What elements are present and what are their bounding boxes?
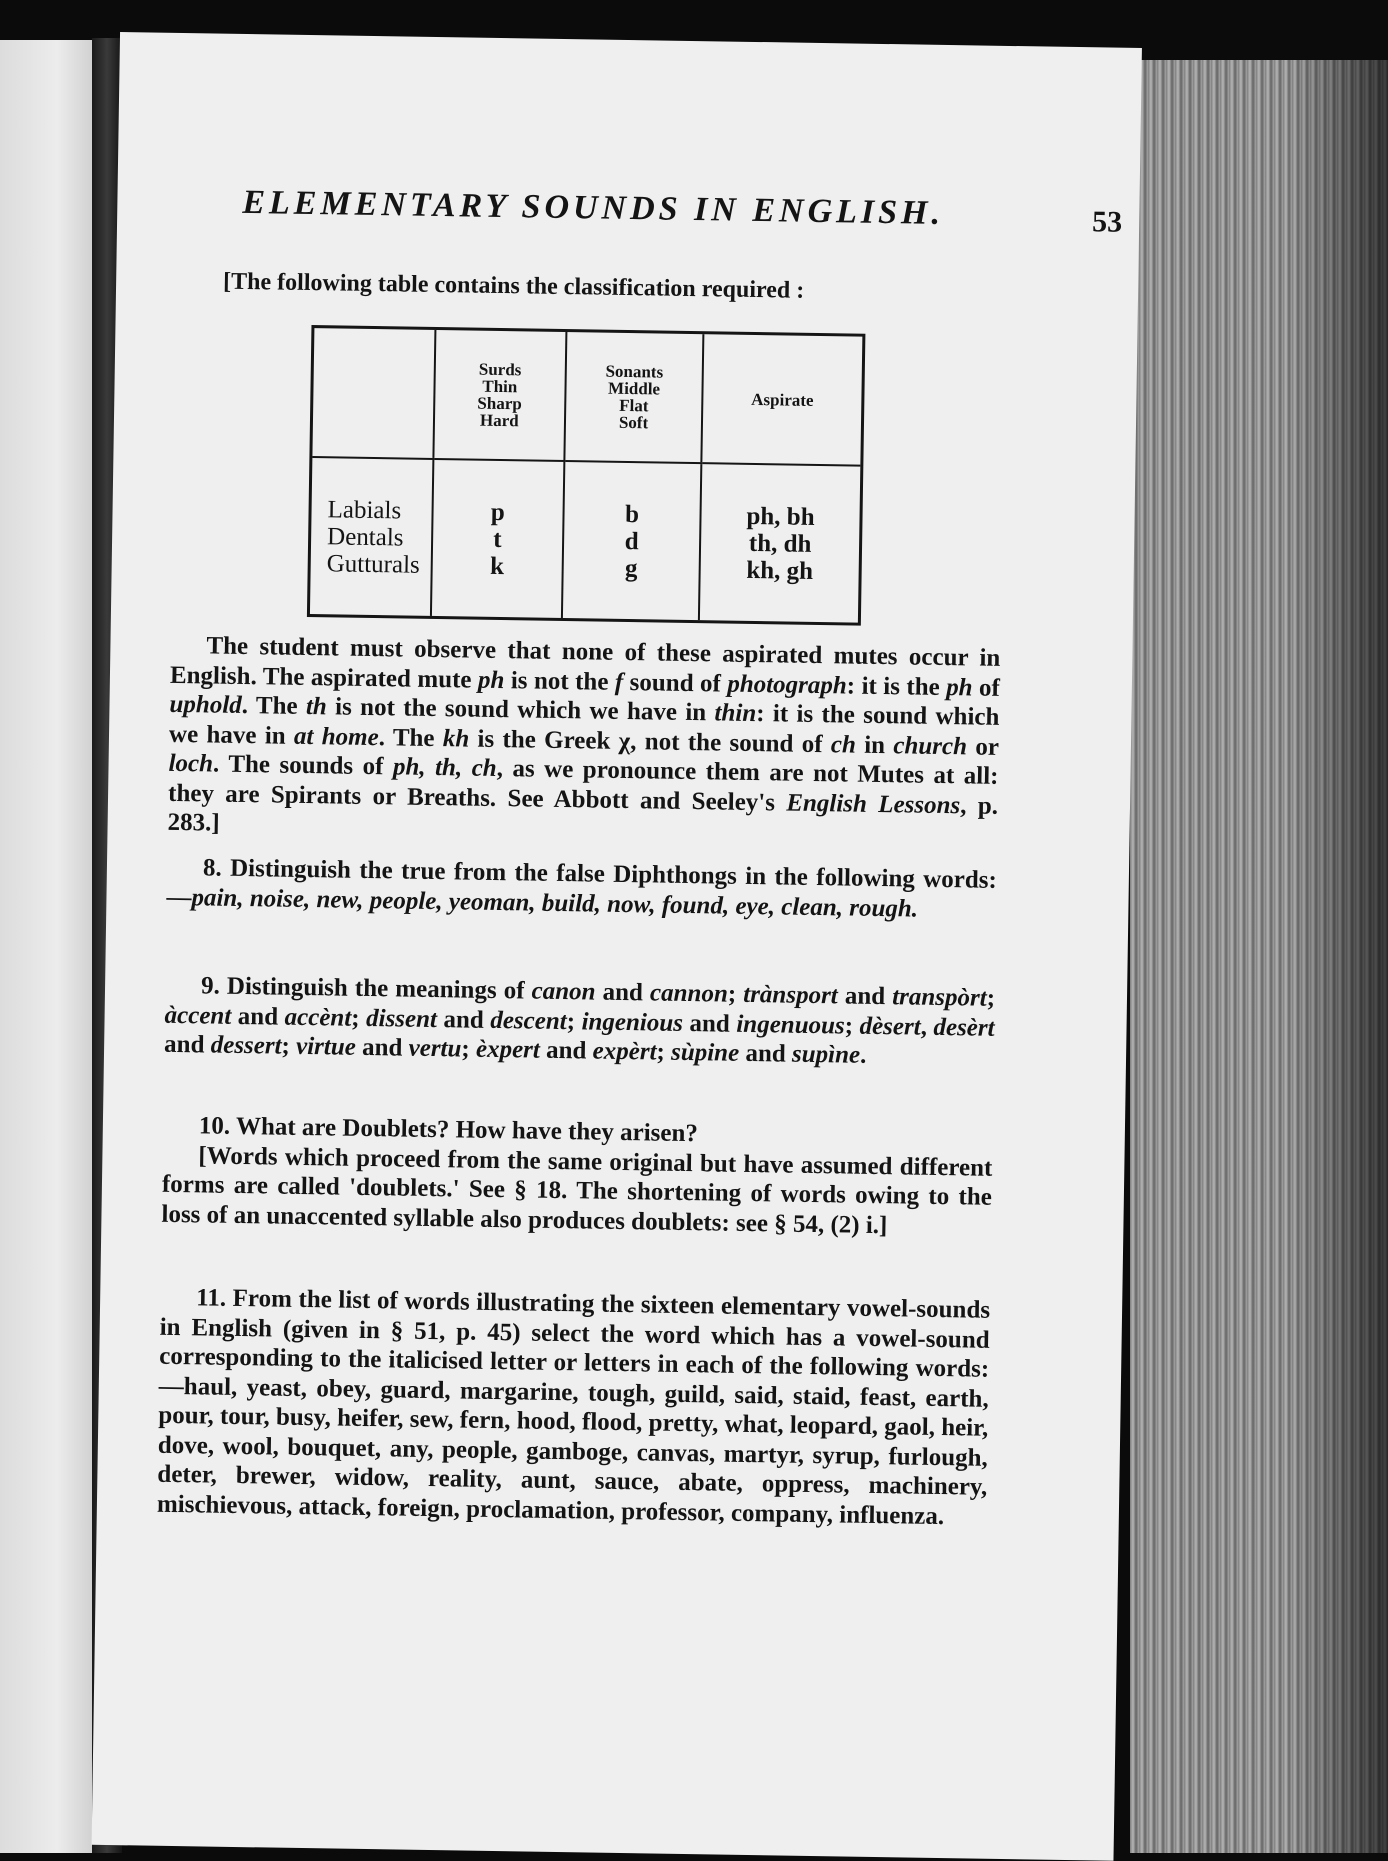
sonant-value: d (624, 527, 639, 555)
note-text: sound of (623, 668, 728, 698)
surd-value: t (493, 525, 502, 553)
question-10 (161, 1111, 993, 1242)
q9-italic: ingenuous (736, 1010, 845, 1039)
note-italic: th (305, 692, 328, 721)
note-text: : it is the (846, 671, 947, 701)
q9-text: ; (727, 980, 744, 1008)
note-text: : it is the sound which we have in (168, 700, 1000, 750)
note-italic: ph (477, 666, 505, 694)
header-sonants (564, 332, 703, 463)
q9-italic: trànsport (743, 980, 838, 1010)
note-italic: church (893, 731, 968, 760)
aspirate-value: ph, bh (746, 502, 815, 531)
q9-italic: dissent (365, 1004, 438, 1033)
header-surds (433, 330, 567, 461)
q9-italic: dèsert (859, 1012, 921, 1041)
q9-text: ; (656, 1038, 672, 1066)
q9-text: 9. Distinguish the meanings of (200, 972, 532, 1005)
sonants-values (562, 461, 701, 620)
note-italic: uphold (169, 690, 242, 719)
note-text: . The (241, 691, 307, 720)
page-number: 53 (1091, 205, 1123, 239)
surds-values (430, 459, 564, 618)
question-10-answer: [Words which proceed from the same original but have assumed different forms are called 'doublets.' See § 18. The shortening of words owing to the loss of an unaccented syllable also produces doublets: see § 54, (2) i.] (161, 1141, 993, 1239)
note-italic: ch (830, 730, 857, 759)
note-italic: loch (168, 749, 214, 778)
q9-text: and (539, 1036, 593, 1065)
note-italic: f (614, 668, 624, 696)
question-11 (157, 1283, 991, 1532)
q9-text: and (738, 1039, 793, 1068)
table-header-row (312, 328, 862, 466)
header-blank (312, 328, 435, 459)
note-text: . The sounds of (212, 750, 394, 781)
note-text: in (855, 731, 894, 759)
q9-text: ; (351, 1004, 367, 1032)
q9-text: ; (281, 1032, 297, 1060)
sonant-value: b (624, 500, 640, 528)
header-sonants-line: Soft (618, 412, 649, 433)
row-label: Gutturals (326, 549, 420, 579)
question-8-words: pain, noise, new, people, yeoman, build, now, found, eye, clean, rough. (191, 883, 919, 923)
q9-text: ; (566, 1007, 582, 1035)
note-paragraph (167, 631, 1000, 851)
q9-italic: sùpine (670, 1038, 740, 1067)
q9-italic: virtue (295, 1032, 357, 1061)
row-label: Dentals (326, 522, 404, 551)
question-10-text: 10. What are Doublets? How have they arisen? (198, 1112, 699, 1148)
table-body-row (310, 457, 860, 623)
q9-italic: cannon (649, 979, 729, 1008)
q9-text: , (920, 1013, 934, 1041)
note-text: is not the sound which we have in (326, 693, 715, 727)
q9-text: and (231, 1002, 285, 1031)
row-labels (310, 457, 433, 616)
q9-italic: èxpert (475, 1035, 541, 1064)
book-page (92, 32, 1142, 1861)
q9-text: and (682, 1009, 737, 1038)
header-surds-line: Surds (478, 359, 522, 380)
q9-text: ; (461, 1035, 477, 1063)
note-text: or (966, 732, 1000, 761)
question-9 (164, 971, 995, 1073)
running-head (242, 184, 1123, 258)
q9-text: . (859, 1041, 867, 1069)
q9-text: and (837, 982, 893, 1011)
note-italic: ph, th, ch (392, 753, 497, 782)
question-11-words: haul, yeast, obey, guard, margarine, tough, guild, said, staid, feast, earth, pour, tour, busy, heifer, sew, fern, hood, flood, pretty, what, leopard, gaol, heir, dove, wool, bouquet, any, people, gamboge, canvas, martyr, syrup, furlough, deter, brewer, widow, reality, aunt, sauce, abate, oppress, machinery, mischievous, attack, foreign, proclamation, professor, company, influenza. (156, 1372, 989, 1530)
header-sonants-line: Sonants (605, 361, 664, 382)
table-intro: [The following table contains the classification required : (222, 268, 805, 304)
note-italic: thin (714, 699, 757, 728)
aspirate-values (699, 463, 860, 622)
row-label: Labials (327, 495, 402, 524)
header-surds-line: Hard (479, 410, 519, 431)
header-surds-line: Sharp (477, 393, 522, 414)
note-italic: at home (293, 722, 379, 751)
q9-italic: accènt (284, 1003, 352, 1032)
q9-text: and (436, 1005, 491, 1034)
note-text: , p. 283.] (167, 791, 999, 837)
aspirate-value: th, dh (748, 529, 812, 558)
note-italic: kh (442, 724, 470, 753)
running-title: ELEMENTARY SOUNDS IN ENGLISH. (242, 183, 945, 232)
classification-table (307, 325, 866, 626)
header-sonants-line: Flat (619, 395, 649, 416)
question-8 (166, 853, 997, 925)
note-italic: photograph (727, 670, 848, 699)
q9-italic: dessert (210, 1031, 282, 1060)
q9-italic: àccent (164, 1001, 232, 1030)
q9-text: and (595, 978, 651, 1007)
header-sonants-line: Middle (607, 378, 661, 399)
q9-text: ; (986, 984, 996, 1012)
note-text: . The (378, 723, 444, 752)
note-text: , as we pronounce them are not Mutes at all: they are Spirants or Breaths. See Abbott and Seeley's (167, 754, 999, 817)
note-text: is the Greek χ, not the sound of (469, 725, 832, 758)
note-italic: ph (945, 673, 973, 701)
q9-italic: transpòrt (891, 983, 987, 1012)
page-edge-shadow (1290, 60, 1388, 1853)
q9-italic: canon (531, 977, 596, 1006)
q9-italic: desèrt (933, 1013, 995, 1042)
question-8-lead: 8. Distinguish the true from the false Diphthongs in the following words:— (166, 854, 998, 911)
q9-italic: descent (490, 1006, 567, 1035)
header-surds-line: Thin (482, 376, 518, 397)
q9-text: and (163, 1030, 211, 1059)
q9-italic: expèrt (592, 1037, 657, 1066)
note-text: of (972, 673, 1001, 702)
aspirate-value: kh, gh (746, 556, 814, 585)
note-text: is not the (504, 666, 616, 696)
header-aspirate: Aspirate (701, 334, 862, 465)
question-11-lead: 11. From the list of words illustrating the sixteen elementary vowel-sounds in English (given in § 51, p. 45) select the word which has a vowel-sound corresponding to the italicised letter or letters in each of the following words:— (158, 1284, 991, 1400)
q9-text: ; (844, 1011, 860, 1040)
surd-value: p (490, 498, 506, 526)
q9-italic: supìne (791, 1040, 861, 1069)
facing-page (0, 40, 95, 1853)
q9-italic: vertu (408, 1034, 462, 1063)
surd-value: k (489, 552, 505, 580)
note-text: The student must observe that none of these aspirated mutes occur in English. The aspirated mute (169, 632, 1001, 694)
q9-italic: ingenious (581, 1007, 684, 1037)
note-italic: English Lessons (786, 789, 961, 819)
sonant-value: g (624, 554, 638, 582)
q9-text: and (355, 1033, 409, 1062)
